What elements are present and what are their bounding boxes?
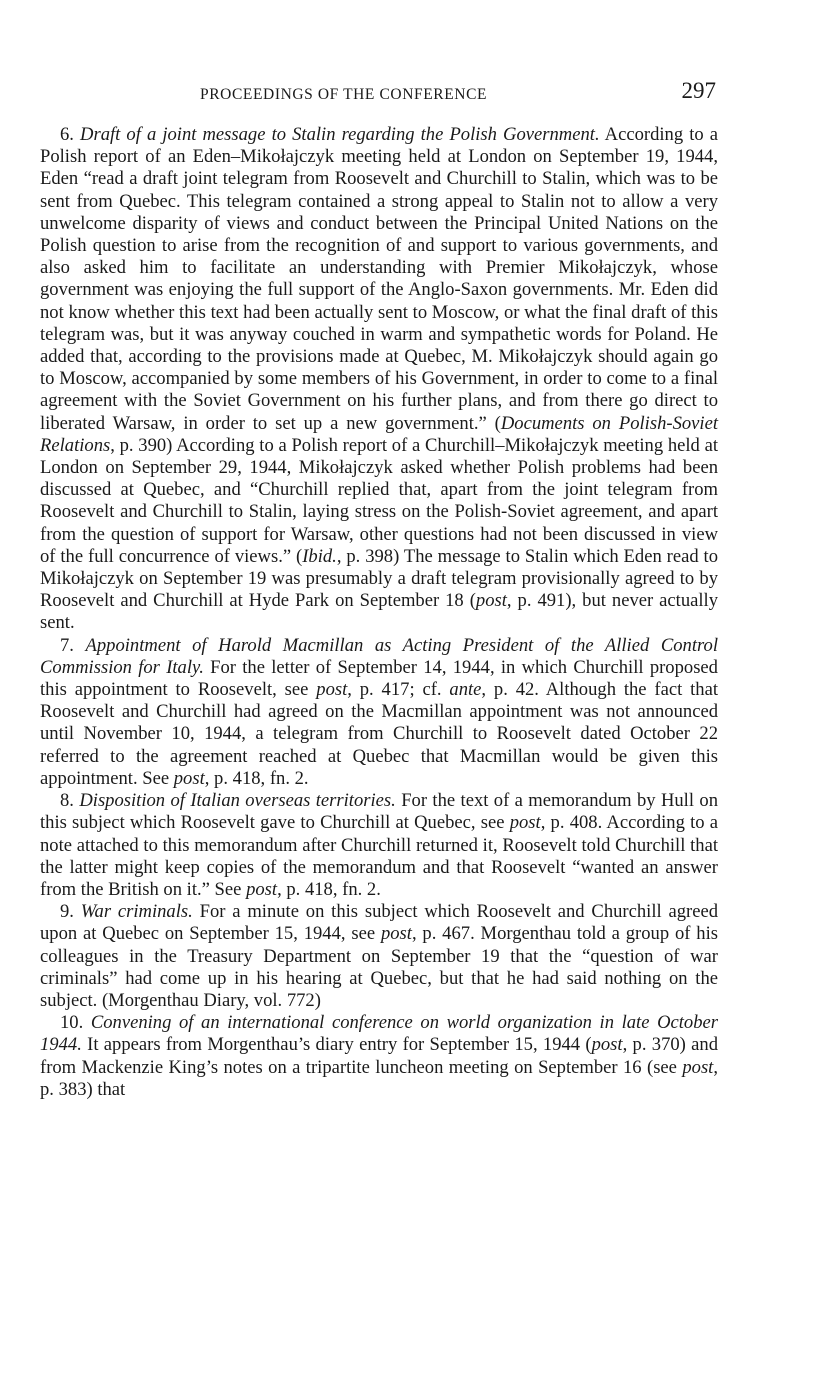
italic-text-run: post — [380, 923, 412, 945]
italic-text-run: Convening of an international conference on world organization in late October 1944. — [40, 1012, 719, 1056]
paragraph-war-criminals — [40, 901, 718, 1012]
italic-text-run: Draft of a joint message to Stalin regarding the Polish Government. — [80, 124, 600, 145]
page-number: 297 — [681, 78, 716, 103]
italic-text-run: Ibid. — [302, 545, 337, 567]
text-run: For the letter of September 14, 1944, in which Churchill proposed this appointment to Roosevelt, see — [40, 656, 718, 701]
text-run: 7. — [60, 634, 86, 656]
text-run: , p. 42. Although the fact that Roosevelt and Churchill had agreed on the Macmillan appointment was not announced until November 10, 1944, a telegram from Churchill to Roosevelt dated October 22 referred to the agreement reached at Quebec that Macmillan would be given this appointment. See — [40, 679, 718, 789]
text-run: 9. — [60, 901, 81, 923]
text-run: 8. — [60, 790, 80, 812]
text-run: , p. 491), but never actually sent. — [40, 590, 719, 634]
text-run: , p. 418, fn. 2. — [277, 878, 381, 900]
text-run: 10. — [60, 1012, 91, 1034]
italic-text-run: post — [509, 812, 541, 834]
running-head: PROCEEDINGS OF THE CONFERENCE — [200, 86, 488, 103]
text-run: , p. 408. According to a note attached to this memorandum after Churchill returned it, Roosevelt told Churchill that the latter might keep copies of the memorandum and that Roosevelt “wanted an answer from the British on it.” See — [40, 812, 718, 900]
text-run: , p. 417; cf. — [347, 679, 450, 701]
italic-text-run: post — [316, 679, 348, 701]
text-run: , p. 390) According to a Polish report of a Churchill–Mikołajczyk meeting held at London on September 29, 1944, Mikołajczyk asked whether Polish problems had been discussed at Quebec, and “Churchill replied that, apart from the joint telegram from Roosevelt and Churchill to Stalin, laying stress on the Polish-Soviet agreement, and apart from the question of support for Warsaw, other questions had not been discussed in view of the full concurrence of views.” ( — [40, 434, 718, 567]
text-run: For the text of a memorandum by Hull on this subject which Roosevelt gave to Churchill at Quebec, see — [40, 790, 718, 834]
italic-text-run: War criminals. — [80, 901, 193, 923]
text-run: , p. 370) and from Mackenzie King’s notes on a tripartite luncheon meeting on September 16 (see — [40, 1034, 718, 1078]
text-run: , p. 383) that — [40, 1056, 718, 1100]
italic-text-run: post — [591, 1034, 623, 1056]
text-run: It appears from Morgenthau’s diary entry for September 15, 1944 ( — [81, 1034, 592, 1056]
italic-text-run: post — [173, 767, 205, 789]
paragraph-italian-territories — [40, 790, 718, 901]
italic-text-run: post — [475, 590, 507, 612]
italic-text-run: Disposition of Italian overseas territories. — [79, 790, 396, 812]
text-run: According to a Polish report of an Eden–Mikołajczyk meeting held at London on September 19, 1944, Eden “read a draft joint telegram from Roosevelt and Churchill to Stalin, which was to be sent from Quebec. This telegram contained a strong appeal to Stalin not to allow a very unwelcome disparity of views and conduct between the Principal United Nations on the Polish question to arise from the recognition of and support to various governments, and also asked him to facilitate an understanding with Premier Mikołajczyk, whose government was enjoying the full support of the Anglo-Saxon governments. Mr. Eden did not know whether this text had been actually sent to Moscow, or what the final draft of this telegram was, but it was anyway couched in warm and sympathetic words for Poland. He added that, according to the provisions made at Quebec, M. Mikołajczyk should again go to Moscow, accompanied by some members of his Government, in order to come to a final agreement with the Soviet Government on his further plans, and from there go direct to liberated Warsaw, in order to set up a new government.” ( — [40, 124, 718, 434]
paragraph-world-organization — [40, 1012, 718, 1101]
page-header — [40, 78, 718, 112]
italic-text-run: post — [682, 1056, 714, 1078]
text-run: , p. 418, fn. 2. — [204, 767, 309, 789]
text-run: 6. — [60, 124, 81, 145]
page-body — [40, 124, 718, 1101]
italic-text-run: ante — [449, 679, 482, 701]
italic-text-run: post — [246, 878, 278, 900]
italic-text-run: Documents on Polish-Soviet Relations — [40, 412, 718, 456]
text-run: , p. 467. Morgenthau told a group of his colleagues in the Treasury Department on September 19 that the “question of war criminals” had come up in his hearing at Quebec, but that he had said nothing on the subject. (Morgenthau Diary, vol. 772) — [40, 923, 718, 1011]
text-run: For a minute on this subject which Roosevelt and Churchill agreed upon at Quebec on September 15, 1944, see — [40, 901, 719, 945]
paragraph-macmillan-appointment — [40, 635, 718, 790]
text-run: , p. 398) The message to Stalin which Eden read to Mikołajczyk on September 19 was presumably a draft telegram provisionally agreed to by Roosevelt and Churchill at Hyde Park on September 18 ( — [40, 545, 718, 612]
italic-text-run: Appointment of Harold Macmillan as Acting President of the Allied Control Commission for Italy. — [40, 634, 718, 678]
paragraph-polish-government — [40, 124, 718, 635]
